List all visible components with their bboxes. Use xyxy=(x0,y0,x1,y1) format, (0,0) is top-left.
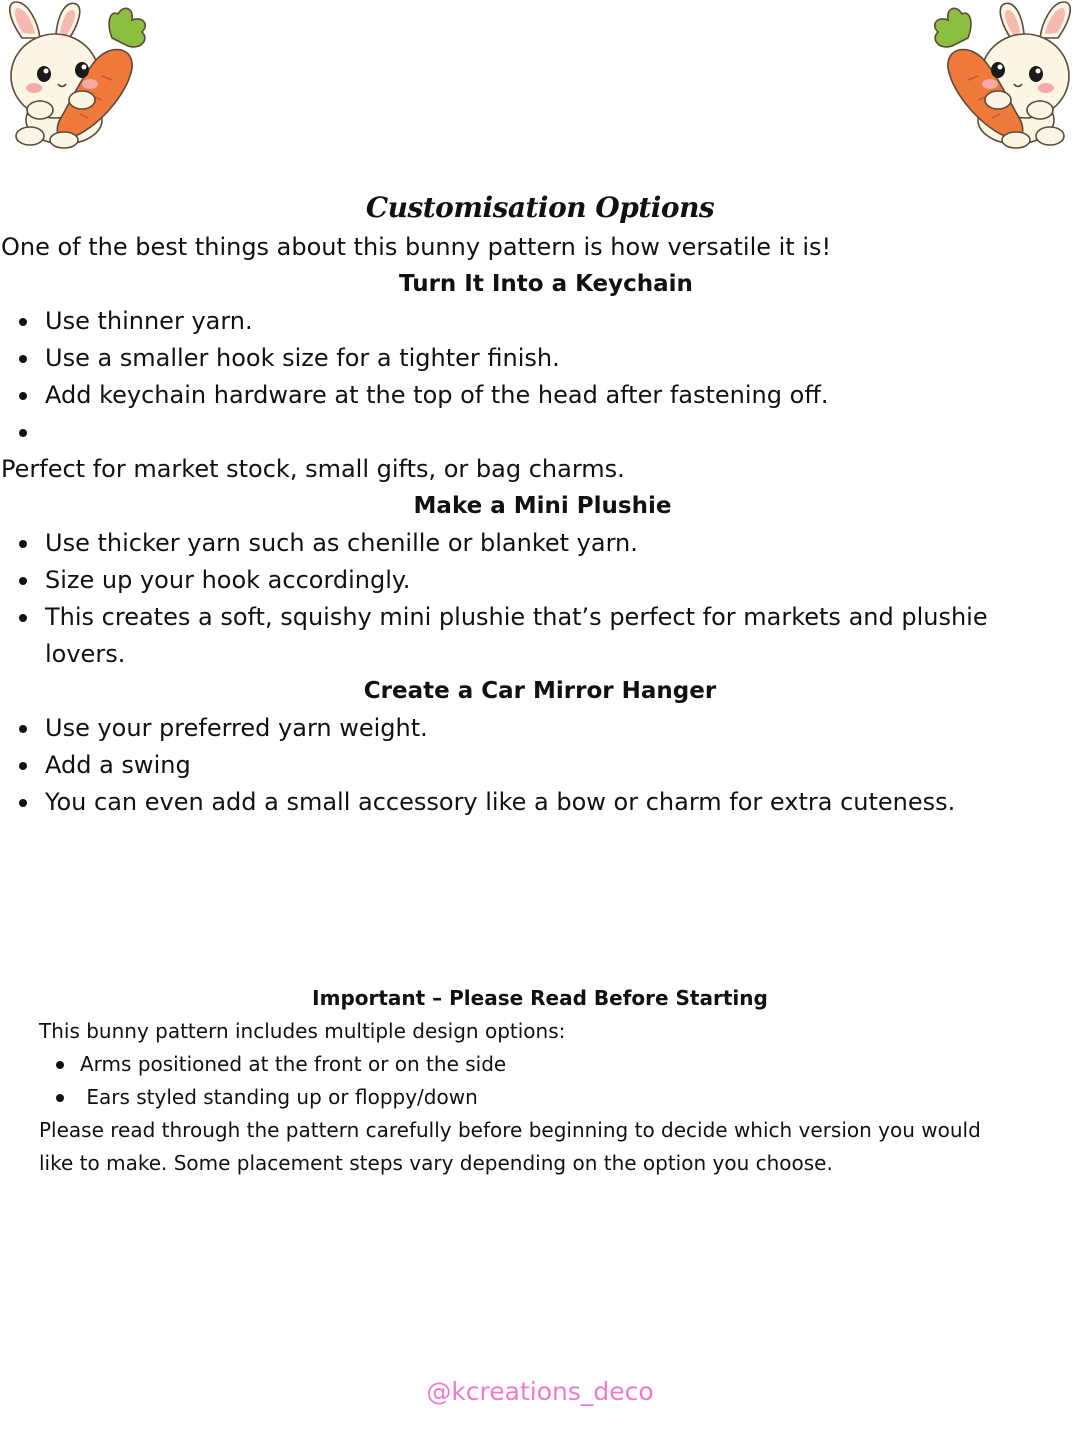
bunny-holding-carrot-icon xyxy=(0,0,160,150)
important-notice xyxy=(0,982,1080,1180)
car-mirror-list xyxy=(0,710,1080,821)
section-heading-car-mirror: Create a Car Mirror Hanger xyxy=(363,678,717,704)
list-item xyxy=(0,414,1080,451)
list-item: Use a smaller hook size for a tighter finish. xyxy=(0,340,1080,377)
list-item: Arms positioned at the front or on the side xyxy=(0,1048,1080,1081)
list-item: Use thinner yarn. xyxy=(0,303,1080,340)
list-item: This creates a soft, squishy mini plushie that’s perfect for markets and plushie lovers. xyxy=(0,599,1060,673)
footer-handle: @kcreations_deco xyxy=(426,1377,654,1406)
list-item: You can even add a small accessory like a bow or charm for extra cuteness. xyxy=(0,784,1080,821)
keychain-list xyxy=(0,303,1080,451)
list-item: Size up your hook accordingly. xyxy=(0,562,1080,599)
page-title: Customisation Options xyxy=(365,191,715,224)
list-item: Add a swing xyxy=(0,747,1080,784)
intro-text: One of the best things about this bunny pattern is how versatile it is! xyxy=(1,233,832,261)
list-item: Use thicker yarn such as chenille or blanket yarn. xyxy=(0,525,1080,562)
section-heading-plushie: Make a Mini Plushie xyxy=(413,493,672,519)
plushie-list xyxy=(0,525,1080,673)
keychain-note: Perfect for market stock, small gifts, or bag charms. xyxy=(1,455,625,483)
list-item: Use your preferred yarn weight. xyxy=(0,710,1080,747)
list-item: Add keychain hardware at the top of the head after fastening off. xyxy=(0,377,1080,414)
important-intro: This bunny pattern includes multiple design options: xyxy=(39,1019,566,1043)
section-heading-keychain: Turn It Into a Keychain xyxy=(399,271,693,297)
list-item: Ears styled standing up or floppy/down xyxy=(0,1081,1080,1114)
design-options-list xyxy=(0,1048,1080,1114)
customisation-content xyxy=(0,229,1080,821)
important-body: Please read through the pattern carefully before beginning to decide which version you would like to make. Some placement steps vary depending on the option you choose. xyxy=(39,1118,981,1175)
bunny-holding-carrot-icon xyxy=(920,0,1080,150)
important-heading: Important – Please Read Before Starting xyxy=(312,986,768,1010)
